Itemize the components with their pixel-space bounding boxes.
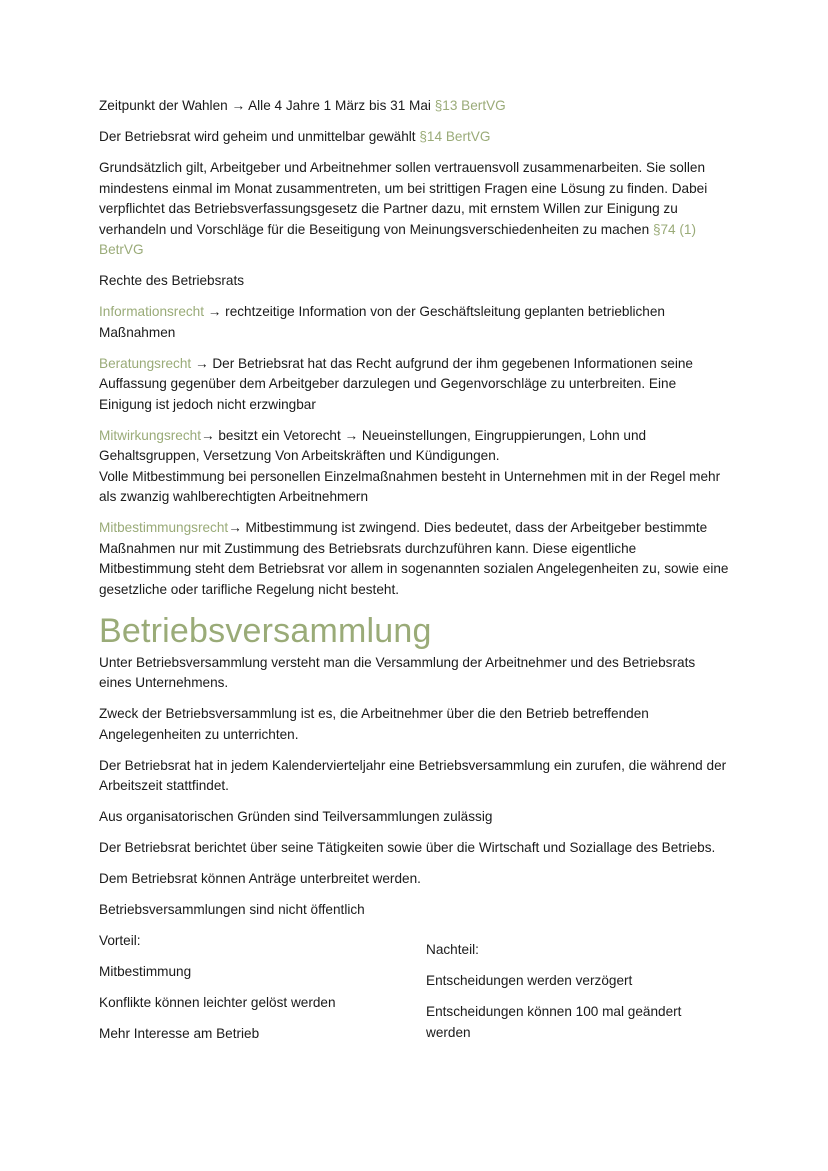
right-text: → rechtzeitige Information von der Geschäftsleitung geplanten betrieblichen Maßnahmen (99, 304, 665, 340)
vorteil-column (99, 931, 426, 1055)
wahlen-text: Zeitpunkt der Wahlen → Alle 4 Jahre 1 März bis 31 Mai (99, 98, 435, 113)
section-paragraph: Unter Betriebsversammlung versteht man die Versammlung der Arbeitnehmer und des Betriebsrats eines Unternehmens. (99, 654, 696, 690)
section-paragraph: Dem Betriebsrat können Anträge unterbreitet werden. (99, 871, 421, 886)
geheim-reference: §14 BertVG (419, 129, 491, 144)
grundsatz-text: Grundsätzlich gilt, Arbeitgeber und Arbeitnehmer sollen vertrauensvoll zusammenarbeiten. Sie sollen mindestens einmal im Monat zusammentreten, um bei strittigen Fragen eine Lösung zu finden. Dabei verpflichtet das Betriebsverfassungsgesetz die Partner dazu, mit ernstem Willen zur Einigung zu verhandeln und Vorschläge für die Beseitigung von Meinungsverschiedenheiten zu machen (99, 160, 708, 237)
nachteil-item: Entscheidungen können 100 mal geändert werden (426, 1004, 682, 1040)
section-paragraph: Betriebsversammlungen sind nicht öffentlich (99, 902, 365, 917)
wahlen-line (99, 96, 731, 117)
vorteil-item: Mitbestimmung (99, 964, 192, 979)
grundsatz-paragraph (99, 158, 731, 261)
nachteil-column (426, 931, 726, 1055)
right-extra-text: Volle Mitbestimmung bei personellen Einzelmaßnahmen besteht in Unternehmen mit in der Regel mehr als zwanzig wahlberechtigten Arbeitnehmern (99, 468, 721, 504)
rechte-heading: Rechte des Betriebsrats (99, 273, 245, 288)
nachteil-label: Nachteil: (426, 942, 479, 957)
vorteil-item: Konflikte können leichter gelöst werden (99, 995, 336, 1010)
right-term: Mitwirkungsrecht (99, 427, 201, 443)
section-paragraph: Der Betriebsrat berichtet über seine Tätigkeiten sowie über die Wirtschaft und Soziallage des Betriebs. (99, 840, 716, 855)
right-mitbestimmungsrecht (99, 518, 731, 600)
section-paragraph: Zweck der Betriebsversammlung ist es, die Arbeitnehmer über die den Betrieb betreffenden Angelegenheiten zu unterrichten. (99, 706, 649, 742)
vorteil-label: Vorteil: (99, 933, 141, 948)
right-term: Informationsrecht (99, 304, 205, 319)
grundsatz-reference: §74 (1) BetrVG (99, 221, 697, 257)
document-content (99, 96, 731, 1055)
right-mitwirkungsrecht (99, 426, 731, 508)
right-text: → Der Betriebsrat hat das Recht aufgrund der ihm gegebenen Informationen seine Auffassung gegenüber dem Arbeitgeber darzulegen und Gegenvorschläge zu unterbreiten. Eine Einigung ist jedoch nicht erzwingbar (99, 355, 693, 412)
wahlen-reference: §13 BertVG (434, 98, 506, 113)
vorteil-item: Mehr Interesse am Betrieb (99, 1026, 260, 1041)
right-term: Beratungsrecht (99, 355, 192, 371)
geheim-text: Der Betriebsrat wird geheim und unmittelbar gewählt (99, 129, 420, 144)
right-term: Mitbestimmungsrecht (99, 520, 229, 535)
right-beratungsrecht (99, 354, 731, 416)
section-paragraph: Aus organisatorischen Gründen sind Teilversammlungen zulässig (99, 809, 493, 824)
section-paragraph: Der Betriebsrat hat in jedem Kalendervierteljahr eine Betriebsversammlung ein zurufen, die während der Arbeitszeit stattfindet. (99, 757, 727, 793)
right-text: → Mitbestimmung ist zwingend. Dies bedeutet, dass der Arbeitgeber bestimmte Maßnahmen nur mit Zustimmung des Betriebsrats durchzuführen kann. Diese eigentliche Mitbestimmung steht dem Betriebsrat vor allem in sogenannten sozialen Angelegenheiten zu, sowie eine gesetzliche oder tarifliche Regelung nicht besteht. (99, 520, 729, 597)
section-heading: Betriebsversammlung (99, 611, 432, 650)
nachteil-item: Entscheidungen werden verzögert (426, 973, 633, 988)
right-text: → besitzt ein Vetorecht → Neueinstellungen, Eingruppierungen, Lohn und Gehaltsgruppen, Versetzung Von Arbeitskräften und Kündigungen. (99, 427, 647, 463)
right-informationsrecht (99, 302, 731, 343)
pros-cons-columns (99, 931, 731, 1055)
geheim-line (99, 127, 731, 148)
